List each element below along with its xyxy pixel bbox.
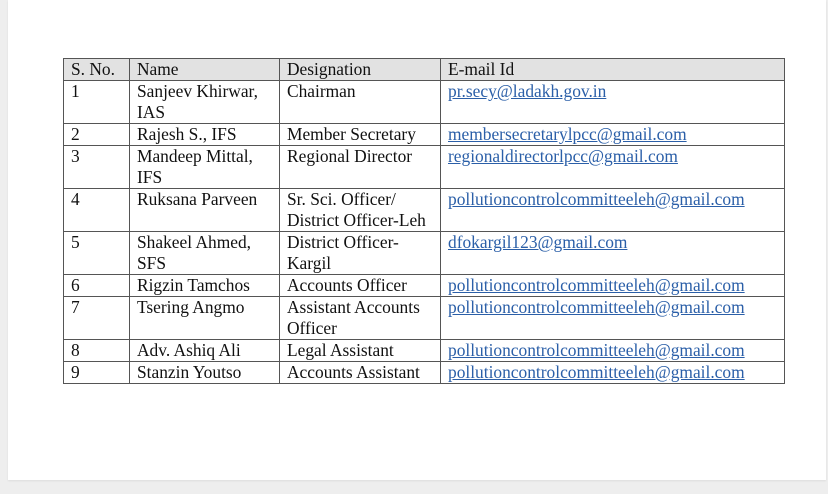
cell-name: Rigzin Tamchos <box>130 275 280 297</box>
email-link[interactable]: pollutioncontrolcommitteeleh@gmail.com <box>448 189 745 209</box>
document-page <box>8 0 826 480</box>
email-link[interactable]: pollutioncontrolcommitteeleh@gmail.com <box>448 297 745 317</box>
cell-email <box>441 362 785 384</box>
cell-sno: 4 <box>64 189 130 232</box>
cell-sno: 9 <box>64 362 130 384</box>
table-row <box>64 81 785 124</box>
cell-designation: Assistant Accounts Officer <box>280 297 441 340</box>
cell-sno: 5 <box>64 232 130 275</box>
header-email: E-mail Id <box>441 59 785 81</box>
header-name: Name <box>130 59 280 81</box>
cell-name: Mandeep Mittal, IFS <box>130 146 280 189</box>
cell-sno: 1 <box>64 81 130 124</box>
cell-email <box>441 124 785 146</box>
table-header-row <box>64 59 785 81</box>
cell-email <box>441 340 785 362</box>
cell-email <box>441 146 785 189</box>
table-row <box>64 146 785 189</box>
email-link[interactable]: pollutioncontrolcommitteeleh@gmail.com <box>448 340 745 360</box>
cell-name: Sanjeev Khirwar, IAS <box>130 81 280 124</box>
table-row <box>64 297 785 340</box>
cell-designation: Sr. Sci. Officer/ District Officer-Leh <box>280 189 441 232</box>
email-link[interactable]: dfokargil123@gmail.com <box>448 232 628 252</box>
table-row <box>64 232 785 275</box>
cell-designation: Chairman <box>280 81 441 124</box>
email-link[interactable]: pollutioncontrolcommitteeleh@gmail.com <box>448 362 745 382</box>
email-link[interactable]: regionaldirectorlpcc@gmail.com <box>448 146 678 166</box>
cell-name: Shakeel Ahmed, SFS <box>130 232 280 275</box>
cell-designation: Accounts Assistant <box>280 362 441 384</box>
table-row <box>64 275 785 297</box>
cell-email <box>441 297 785 340</box>
cell-name: Stanzin Youtso <box>130 362 280 384</box>
cell-name: Ruksana Parveen <box>130 189 280 232</box>
cell-email <box>441 189 785 232</box>
cell-name: Rajesh S., IFS <box>130 124 280 146</box>
cell-designation: District Officer-Kargil <box>280 232 441 275</box>
cell-sno: 3 <box>64 146 130 189</box>
header-designation: Designation <box>280 59 441 81</box>
table-row <box>64 124 785 146</box>
table-row <box>64 340 785 362</box>
cell-email <box>441 275 785 297</box>
cell-sno: 2 <box>64 124 130 146</box>
table-row <box>64 362 785 384</box>
cell-designation: Regional Director <box>280 146 441 189</box>
cell-designation: Legal Assistant <box>280 340 441 362</box>
cell-sno: 6 <box>64 275 130 297</box>
cell-sno: 8 <box>64 340 130 362</box>
email-link[interactable]: membersecretarylpcc@gmail.com <box>448 124 687 144</box>
cell-email <box>441 232 785 275</box>
contacts-table <box>63 58 785 384</box>
cell-designation: Accounts Officer <box>280 275 441 297</box>
cell-sno: 7 <box>64 297 130 340</box>
table-row <box>64 189 785 232</box>
cell-email <box>441 81 785 124</box>
cell-name: Adv. Ashiq Ali <box>130 340 280 362</box>
cell-name: Tsering Angmo <box>130 297 280 340</box>
email-link[interactable]: pr.secy@ladakh.gov.in <box>448 81 607 101</box>
header-sno: S. No. <box>64 59 130 81</box>
cell-designation: Member Secretary <box>280 124 441 146</box>
email-link[interactable]: pollutioncontrolcommitteeleh@gmail.com <box>448 275 745 295</box>
